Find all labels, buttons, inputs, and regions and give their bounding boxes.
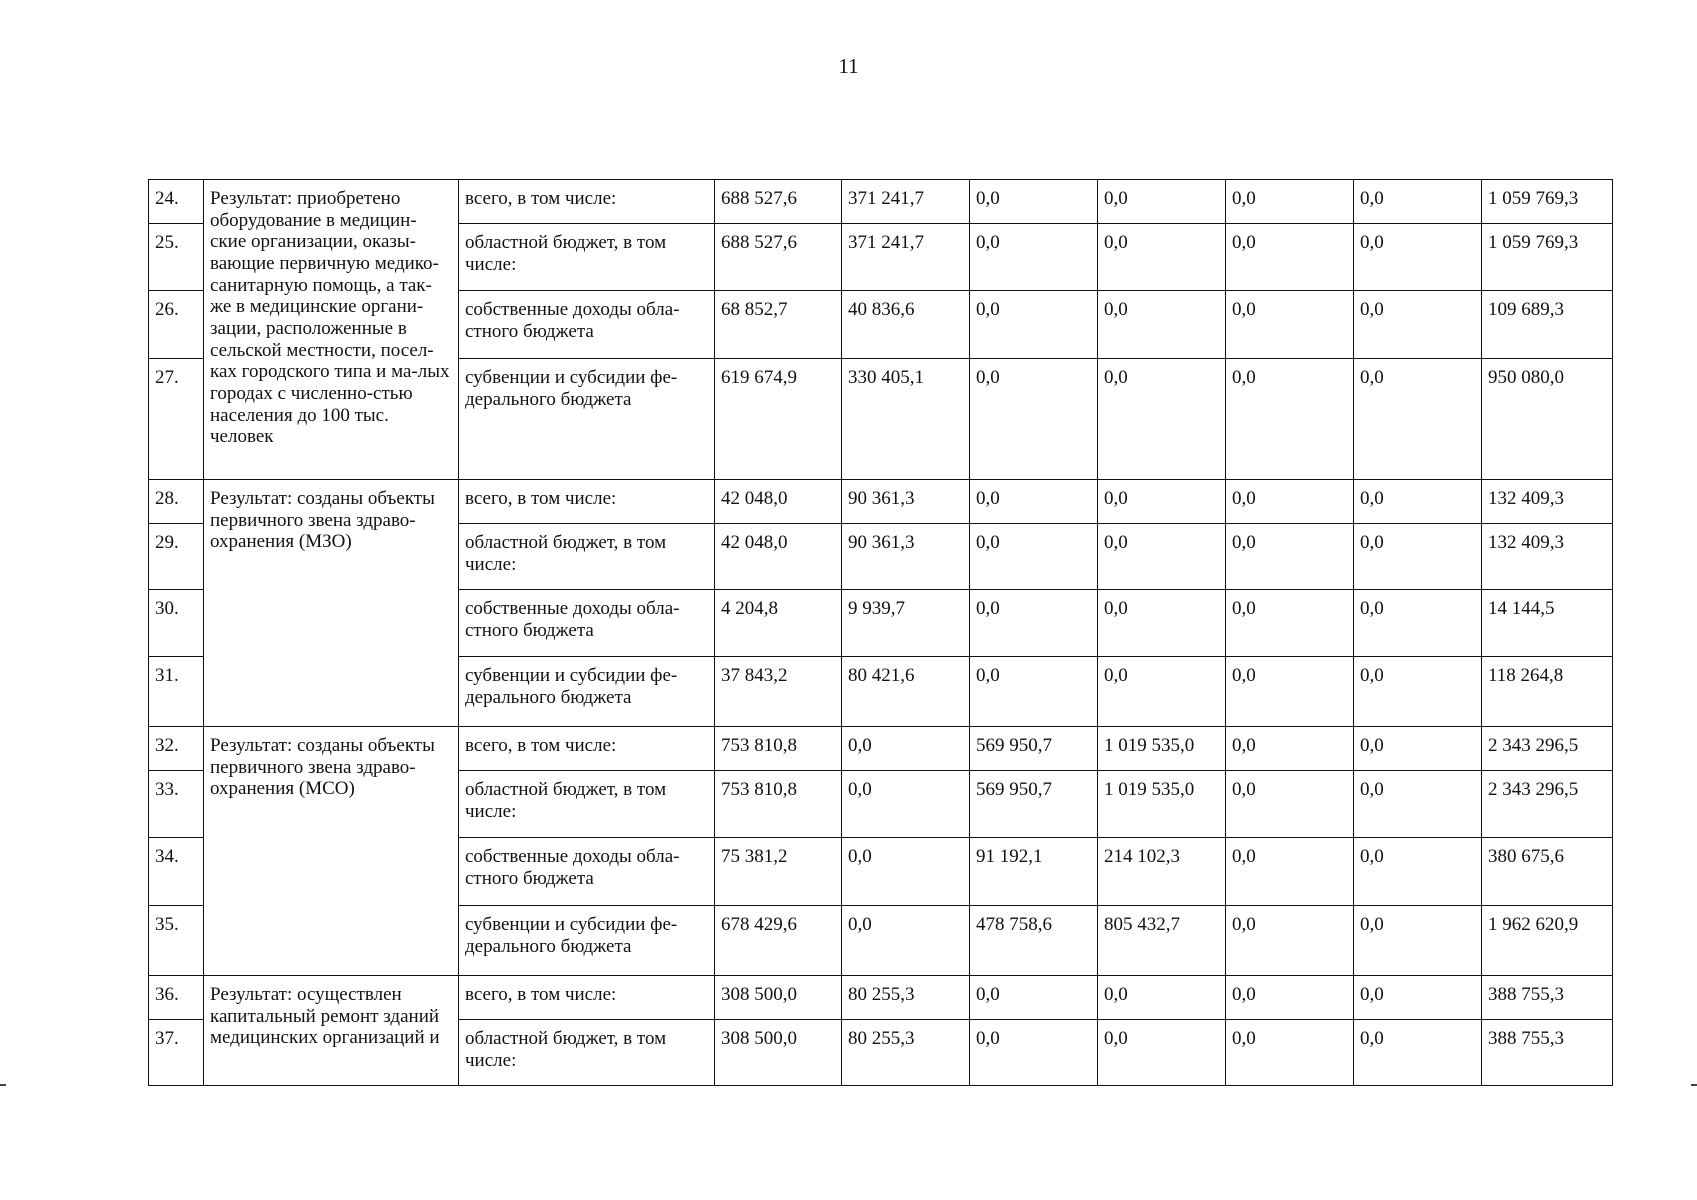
table-row — [149, 180, 1613, 224]
result-description: Результат: созданы объекты первичного звена здраво-охранения (МСО) — [204, 727, 459, 976]
table-row — [149, 727, 1613, 771]
funding-source: субвенции и субсидии фе-дерального бюджета — [459, 906, 715, 976]
value-cell: 0,0 — [1226, 291, 1354, 359]
value-cell: 0,0 — [1226, 180, 1354, 224]
row-number: 36. — [149, 976, 204, 1020]
funding-source: областной бюджет, в том числе: — [459, 1020, 715, 1086]
value-cell: 0,0 — [842, 906, 970, 976]
result-description: Результат: приобретено оборудование в медицин-ские организации, оказы-вающие первичную медико-санитарную помощь, а так-же в медицинские органи-зации, расположенные в сельской местности, посел-ках городского типа и ма-лых городах с численно-стью населения до 100 тыс. человек — [204, 180, 459, 480]
value-cell: 0,0 — [842, 838, 970, 906]
row-number: 26. — [149, 291, 204, 359]
table-row — [149, 480, 1613, 524]
value-cell: 40 836,6 — [842, 291, 970, 359]
value-cell: 0,0 — [1354, 291, 1482, 359]
value-cell: 0,0 — [970, 590, 1098, 657]
value-cell: 0,0 — [1098, 180, 1226, 224]
value-cell: 308 500,0 — [715, 976, 842, 1020]
funding-source: всего, в том числе: — [459, 180, 715, 224]
value-cell: 0,0 — [1354, 590, 1482, 657]
value-cell: 0,0 — [1354, 771, 1482, 838]
row-number: 35. — [149, 906, 204, 976]
scan-edge-mark-right — [1691, 1084, 1697, 1086]
value-cell: 1 019 535,0 — [1098, 771, 1226, 838]
scan-edge-mark-left — [0, 1084, 6, 1086]
row-number: 27. — [149, 359, 204, 480]
value-cell: 688 527,6 — [715, 224, 842, 291]
value-cell: 9 939,7 — [842, 590, 970, 657]
value-cell: 0,0 — [970, 524, 1098, 590]
funding-source: собственные доходы обла-стного бюджета — [459, 291, 715, 359]
row-number: 30. — [149, 590, 204, 657]
value-cell: 0,0 — [970, 480, 1098, 524]
value-cell: 0,0 — [970, 291, 1098, 359]
funding-source: всего, в том числе: — [459, 727, 715, 771]
value-cell: 91 192,1 — [970, 838, 1098, 906]
total-cell: 14 144,5 — [1482, 590, 1613, 657]
value-cell: 0,0 — [1098, 480, 1226, 524]
value-cell: 753 810,8 — [715, 771, 842, 838]
value-cell: 0,0 — [1226, 480, 1354, 524]
value-cell: 0,0 — [1354, 180, 1482, 224]
total-cell: 388 755,3 — [1482, 976, 1613, 1020]
value-cell: 0,0 — [1226, 590, 1354, 657]
value-cell: 80 255,3 — [842, 976, 970, 1020]
row-number: 37. — [149, 1020, 204, 1086]
value-cell: 0,0 — [1098, 976, 1226, 1020]
value-cell: 80 255,3 — [842, 1020, 970, 1086]
table-body — [149, 180, 1613, 1086]
row-number: 25. — [149, 224, 204, 291]
value-cell: 0,0 — [1226, 524, 1354, 590]
budget-table — [148, 179, 1613, 1086]
page-number: 11 — [838, 54, 859, 78]
value-cell: 90 361,3 — [842, 524, 970, 590]
row-number: 34. — [149, 838, 204, 906]
value-cell: 371 241,7 — [842, 180, 970, 224]
value-cell: 0,0 — [1226, 224, 1354, 291]
row-number: 29. — [149, 524, 204, 590]
result-description: Результат: созданы объекты первичного звена здраво-охранения (МЗО) — [204, 480, 459, 727]
funding-source: областной бюджет, в том числе: — [459, 224, 715, 291]
row-number: 28. — [149, 480, 204, 524]
funding-source: всего, в том числе: — [459, 976, 715, 1020]
value-cell: 68 852,7 — [715, 291, 842, 359]
total-cell: 1 962 620,9 — [1482, 906, 1613, 976]
value-cell: 0,0 — [1226, 838, 1354, 906]
value-cell: 42 048,0 — [715, 480, 842, 524]
value-cell: 0,0 — [1354, 1020, 1482, 1086]
value-cell: 0,0 — [970, 224, 1098, 291]
value-cell: 0,0 — [1226, 359, 1354, 480]
total-cell: 109 689,3 — [1482, 291, 1613, 359]
total-cell: 132 409,3 — [1482, 480, 1613, 524]
value-cell: 0,0 — [1354, 657, 1482, 727]
value-cell: 4 204,8 — [715, 590, 842, 657]
value-cell: 0,0 — [1354, 727, 1482, 771]
value-cell: 42 048,0 — [715, 524, 842, 590]
funding-source: областной бюджет, в том числе: — [459, 524, 715, 590]
value-cell: 0,0 — [970, 657, 1098, 727]
total-cell: 132 409,3 — [1482, 524, 1613, 590]
value-cell: 0,0 — [1098, 524, 1226, 590]
total-cell: 2 343 296,5 — [1482, 727, 1613, 771]
value-cell: 0,0 — [1226, 657, 1354, 727]
value-cell: 371 241,7 — [842, 224, 970, 291]
value-cell: 214 102,3 — [1098, 838, 1226, 906]
value-cell: 37 843,2 — [715, 657, 842, 727]
value-cell: 308 500,0 — [715, 1020, 842, 1086]
value-cell: 0,0 — [1098, 657, 1226, 727]
value-cell: 330 405,1 — [842, 359, 970, 480]
value-cell: 478 758,6 — [970, 906, 1098, 976]
row-number: 32. — [149, 727, 204, 771]
value-cell: 90 361,3 — [842, 480, 970, 524]
funding-source: собственные доходы обла-стного бюджета — [459, 838, 715, 906]
value-cell: 0,0 — [970, 180, 1098, 224]
funding-source: всего, в том числе: — [459, 480, 715, 524]
total-cell: 380 675,6 — [1482, 838, 1613, 906]
value-cell: 0,0 — [970, 976, 1098, 1020]
value-cell: 0,0 — [1226, 771, 1354, 838]
value-cell: 0,0 — [1354, 480, 1482, 524]
row-number: 24. — [149, 180, 204, 224]
value-cell: 1 019 535,0 — [1098, 727, 1226, 771]
funding-source: собственные доходы обла-стного бюджета — [459, 590, 715, 657]
value-cell: 0,0 — [1354, 359, 1482, 480]
row-number: 31. — [149, 657, 204, 727]
value-cell: 0,0 — [1226, 1020, 1354, 1086]
value-cell: 0,0 — [1354, 838, 1482, 906]
value-cell: 80 421,6 — [842, 657, 970, 727]
funding-source: субвенции и субсидии фе-дерального бюджета — [459, 657, 715, 727]
value-cell: 0,0 — [1098, 590, 1226, 657]
total-cell: 950 080,0 — [1482, 359, 1613, 480]
value-cell: 569 950,7 — [970, 771, 1098, 838]
total-cell: 118 264,8 — [1482, 657, 1613, 727]
total-cell: 1 059 769,3 — [1482, 224, 1613, 291]
value-cell: 805 432,7 — [1098, 906, 1226, 976]
value-cell: 0,0 — [970, 1020, 1098, 1086]
value-cell: 0,0 — [1098, 359, 1226, 480]
value-cell: 0,0 — [1354, 976, 1482, 1020]
value-cell: 0,0 — [842, 727, 970, 771]
funding-source: субвенции и субсидии фе-дерального бюджета — [459, 359, 715, 480]
value-cell: 0,0 — [970, 359, 1098, 480]
value-cell: 0,0 — [1098, 224, 1226, 291]
value-cell: 0,0 — [1098, 1020, 1226, 1086]
total-cell: 2 343 296,5 — [1482, 771, 1613, 838]
table-row — [149, 976, 1613, 1020]
value-cell: 0,0 — [1354, 224, 1482, 291]
total-cell: 1 059 769,3 — [1482, 180, 1613, 224]
result-description: Результат: осуществлен капитальный ремонт зданий медицинских организаций и — [204, 976, 459, 1086]
value-cell: 0,0 — [1226, 727, 1354, 771]
value-cell: 0,0 — [1354, 524, 1482, 590]
value-cell: 0,0 — [1098, 291, 1226, 359]
total-cell: 388 755,3 — [1482, 1020, 1613, 1086]
row-number: 33. — [149, 771, 204, 838]
funding-source: областной бюджет, в том числе: — [459, 771, 715, 838]
value-cell: 688 527,6 — [715, 180, 842, 224]
value-cell: 0,0 — [1226, 976, 1354, 1020]
value-cell: 569 950,7 — [970, 727, 1098, 771]
value-cell: 753 810,8 — [715, 727, 842, 771]
value-cell: 619 674,9 — [715, 359, 842, 480]
value-cell: 0,0 — [1226, 906, 1354, 976]
value-cell: 0,0 — [842, 771, 970, 838]
value-cell: 75 381,2 — [715, 838, 842, 906]
value-cell: 0,0 — [1354, 906, 1482, 976]
value-cell: 678 429,6 — [715, 906, 842, 976]
